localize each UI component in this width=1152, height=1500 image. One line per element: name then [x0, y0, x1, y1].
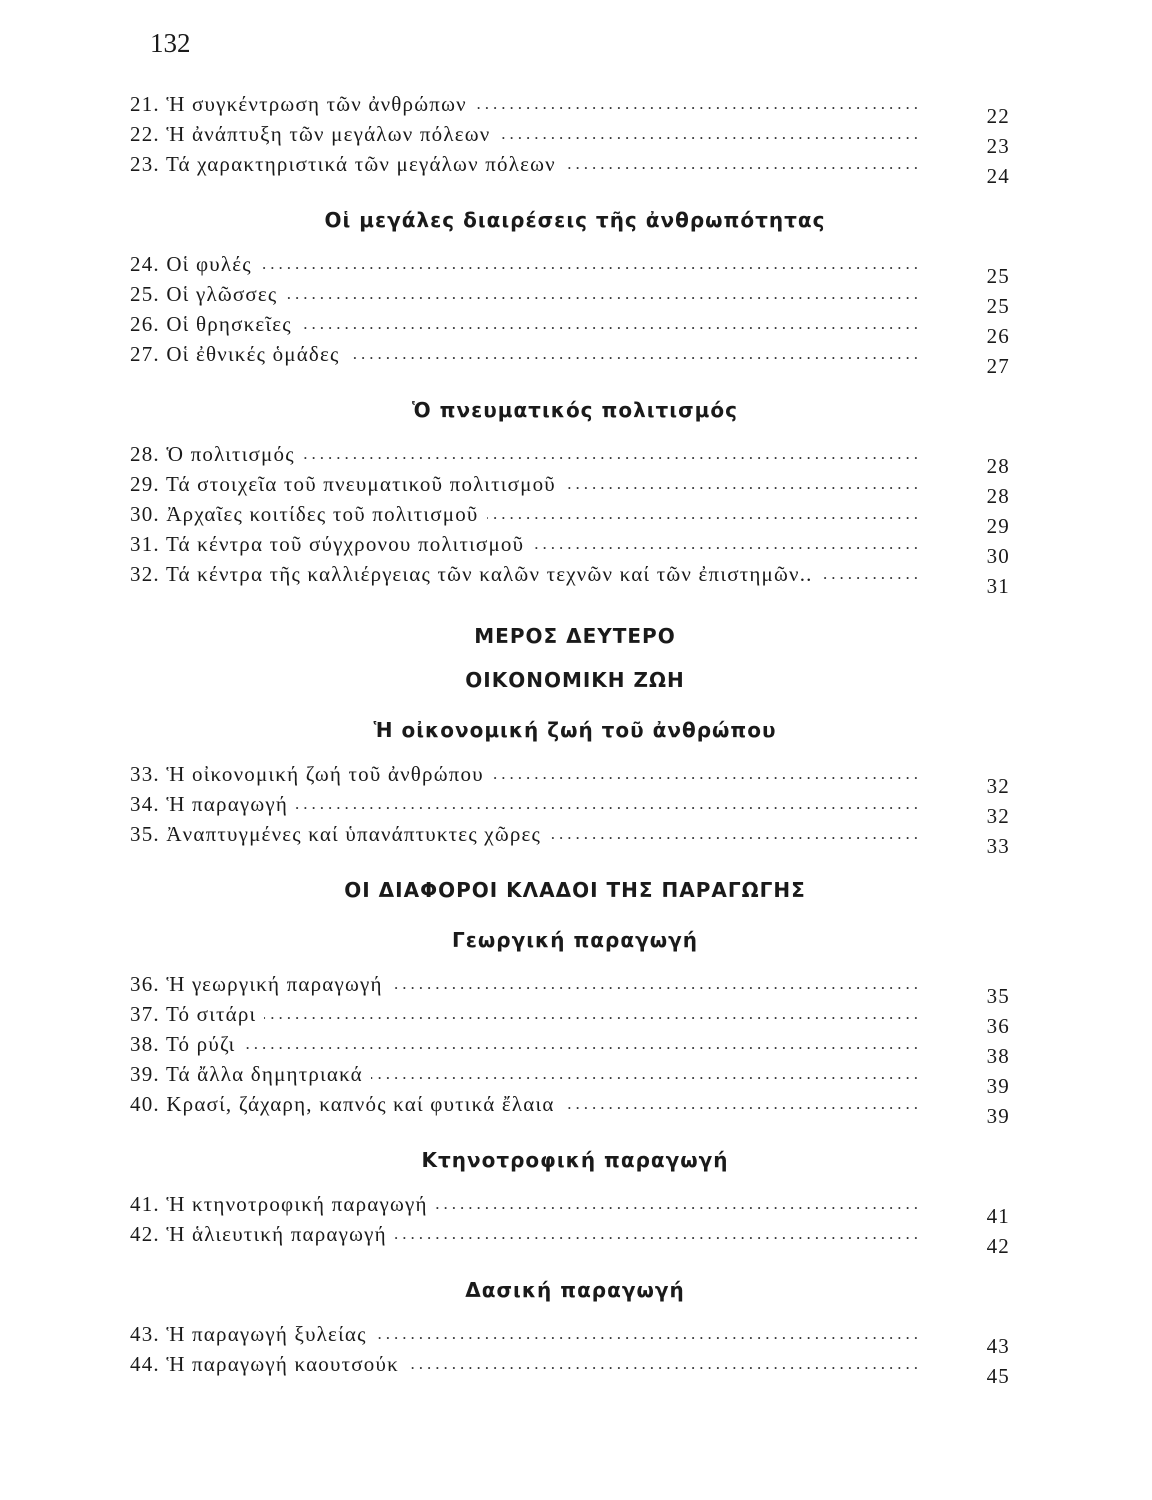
toc-entry — [130, 972, 1020, 1008]
toc-entry — [130, 282, 1020, 318]
entry-number: 34. — [130, 792, 160, 816]
entry-number: 22. — [130, 122, 160, 146]
section-heading: Ὁ πνευματικός πολιτισμός — [412, 398, 738, 422]
toc-section — [130, 1322, 1020, 1388]
entry-number: 28. — [130, 442, 160, 466]
entry-number: 36. — [130, 972, 160, 996]
entry-title: Ἡ παραγωγή ξυλείας — [166, 1322, 367, 1346]
entry-title: Τά ἄλλα δημητριακά — [165, 1062, 363, 1086]
entry-page: 27 — [986, 354, 1010, 378]
toc-entry — [130, 122, 1020, 158]
entry-number: 21. — [130, 92, 160, 116]
entry-title: Οἱ θρησκεῖες — [166, 312, 292, 336]
entry-number: 27. — [130, 342, 160, 366]
toc-entry — [130, 1062, 1020, 1098]
entry-page: 38 — [986, 1044, 1010, 1068]
entry-title: Ἡ παραγωγή καουτσούκ — [166, 1352, 399, 1376]
toc-entry — [130, 502, 1020, 538]
entry-title: Ἡ οἰκονομική ζωή τοῦ ἀνθρώπου — [166, 762, 484, 786]
entry-page: 32 — [986, 804, 1010, 828]
entry-page: 26 — [986, 324, 1010, 348]
entry-number: 29. — [130, 472, 160, 496]
page-number: 132 — [150, 28, 191, 58]
entry-page: 35 — [986, 984, 1010, 1008]
toc-entry — [130, 1092, 1020, 1128]
toc-section — [130, 92, 1020, 188]
section-heading: Κτηνοτροφική παραγωγή — [421, 1148, 729, 1172]
entry-number: 35. — [130, 822, 160, 846]
entry-page: 30 — [986, 544, 1010, 568]
entry-number: 38. — [130, 1032, 160, 1056]
entry-page: 25 — [986, 294, 1010, 318]
entry-title: Ἡ γεωργική παραγωγή — [166, 972, 383, 996]
entry-page: 24 — [986, 164, 1010, 188]
entry-title: Ἡ συγκέντρωση τῶν ἀνθρώπων — [166, 92, 467, 116]
section-heading: Δασική παραγωγή — [465, 1278, 685, 1302]
section-heading: Ἡ οἰκονομική ζωή τοῦ ἀνθρώπου — [373, 718, 777, 742]
toc-entry — [130, 792, 1020, 828]
entry-page: 42 — [986, 1234, 1010, 1258]
entry-number: 43. — [130, 1322, 160, 1346]
entry-page: 31 — [986, 574, 1010, 598]
entry-page: 28 — [986, 454, 1010, 478]
entry-page: 39 — [986, 1074, 1010, 1098]
entry-title: Οἱ ἐθνικές ὁμάδες — [166, 342, 340, 366]
toc-section — [130, 252, 1020, 378]
entry-page: 45 — [986, 1364, 1010, 1388]
entry-title: Τά κέντρα τοῦ σύγχρονου πολιτισμοῦ — [165, 532, 525, 556]
toc-entry — [130, 252, 1020, 288]
toc-entry — [130, 342, 1020, 378]
entry-number: 32. — [130, 562, 160, 586]
entry-number: 25. — [130, 282, 160, 306]
entry-page: 39 — [986, 1104, 1010, 1128]
toc-entry — [130, 472, 1020, 508]
entry-page: 41 — [986, 1204, 1010, 1228]
major-heading: ΟΙ ΔΙΑΦΟΡΟΙ ΚΛΑΔΟΙ ΤΗΣ ΠΑΡΑΓΩΓΗΣ — [344, 878, 806, 902]
toc-entry — [130, 1222, 1020, 1258]
entry-number: 30. — [130, 502, 160, 526]
entry-title: Τά στοιχεῖα τοῦ πνευματικοῦ πολιτισμοῦ — [165, 472, 556, 496]
toc-entry — [130, 822, 1020, 858]
entry-title: Οἱ γλῶσσες — [166, 282, 278, 306]
toc-entry — [130, 92, 1020, 128]
toc-entry — [130, 1032, 1020, 1068]
entry-number: 39. — [130, 1062, 160, 1086]
entry-page: 29 — [986, 514, 1010, 538]
entry-title: Κρασί, ζάχαρη, καπνός καί φυτικά ἔλαια — [166, 1092, 555, 1116]
toc-entry — [130, 762, 1020, 798]
entry-page: 36 — [986, 1014, 1010, 1038]
entry-page: 33 — [986, 834, 1010, 858]
entry-page: 32 — [986, 774, 1010, 798]
entry-title: Ἀρχαῖες κοιτίδες τοῦ πολιτισμοῦ — [166, 502, 479, 526]
entry-page: 43 — [986, 1334, 1010, 1358]
entry-number: 37. — [130, 1002, 160, 1026]
entry-number: 26. — [130, 312, 160, 336]
section-heading: Γεωργική παραγωγή — [452, 928, 698, 952]
toc-entry — [130, 1352, 1020, 1388]
toc-section — [130, 762, 1020, 858]
part-subtitle: ΟΙΚΟΝΟΜΙΚΗ ΖΩΗ — [465, 668, 685, 692]
entry-title: Τό σιτάρι — [165, 1002, 257, 1026]
entry-title: Ἡ ἁλιευτική παραγωγή — [166, 1222, 387, 1246]
toc-entry — [130, 1002, 1020, 1038]
toc-entry — [130, 442, 1020, 478]
entry-number: 23. — [130, 152, 160, 176]
toc-entry — [130, 532, 1020, 568]
toc-entry — [130, 152, 1020, 188]
entry-title: Οἱ φυλές — [166, 252, 252, 276]
entry-number: 40. — [130, 1092, 160, 1116]
entry-title: Ἡ παραγωγή — [166, 792, 289, 816]
entry-title: Ἀναπτυγμένες καί ὑπανάπτυκτες χῶρες — [166, 822, 542, 846]
toc-section — [130, 972, 1020, 1128]
entry-title: Τό ρύζι — [165, 1032, 236, 1056]
table-of-contents — [130, 92, 1020, 1388]
entry-page: 22 — [986, 104, 1010, 128]
toc-entry — [130, 312, 1020, 348]
toc-section — [130, 442, 1020, 598]
toc-entry — [130, 1192, 1020, 1228]
entry-title: Ὁ πολιτισμός — [166, 442, 295, 466]
entry-number: 41. — [130, 1192, 160, 1216]
entry-number: 24. — [130, 252, 160, 276]
entry-number: 31. — [130, 532, 160, 556]
toc-entry — [130, 1322, 1020, 1358]
entry-page: 23 — [986, 134, 1010, 158]
toc-entry — [130, 562, 1020, 598]
entry-title: Ἡ ἀνάπτυξη τῶν μεγάλων πόλεων — [166, 122, 491, 146]
entry-number: 33. — [130, 762, 160, 786]
toc-section — [130, 1192, 1020, 1258]
part-title: ΜΕΡΟΣ ΔΕΥΤΕΡΟ — [474, 624, 676, 648]
entry-title: Ἡ κτηνοτροφική παραγωγή — [166, 1192, 428, 1216]
entry-number: 44. — [130, 1352, 160, 1376]
entry-title: Τά κέντρα τῆς καλλιέργειας τῶν καλῶν τεχνῶν καί τῶν ἐπιστημῶν.. — [165, 562, 813, 586]
entry-page: 25 — [986, 264, 1010, 288]
entry-page: 28 — [986, 484, 1010, 508]
entry-number: 42. — [130, 1222, 160, 1246]
section-heading: Οἱ μεγάλες διαιρέσεις τῆς ἀνθρωπότητας — [324, 208, 826, 232]
entry-title: Τά χαρακτηριστικά τῶν μεγάλων πόλεων — [165, 152, 556, 176]
